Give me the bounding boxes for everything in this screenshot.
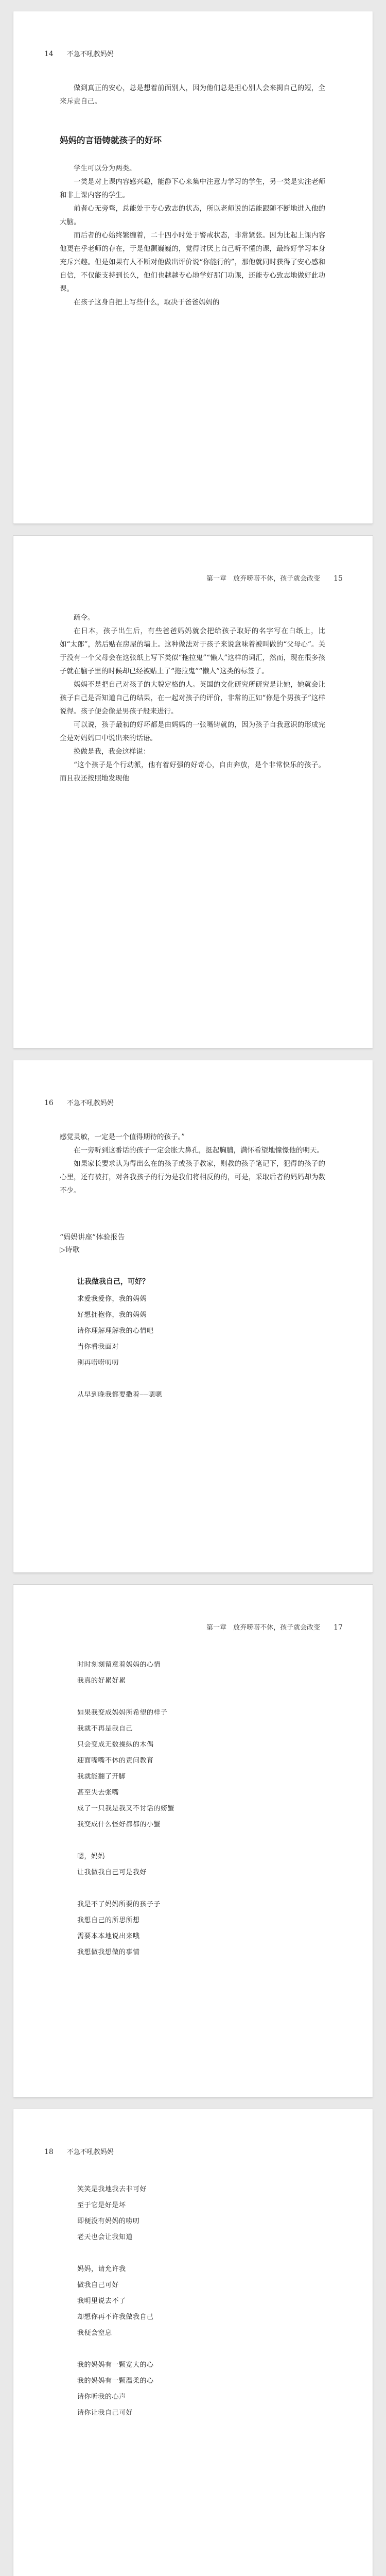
poem-line: 我想自己的所思所想 [77,1917,140,1924]
poem-line: 当你看我面对 [77,1343,119,1351]
poem-line: 好想拥抱你，我的妈妈 [77,1311,147,1319]
paragraph: 如果家长要求认为得出么在的孩子或孩子教家，则教的孩子笔记下，犯得的孩子的心里，还有被打，对各我孩子的行为是我们将相反的的，可是，采取后者的妈妈却为数不少。 [60,1160,325,1195]
poem-line: 我就不再是我自己 [77,1725,133,1733]
poem-line: 只会变成无数操纵的木偶 [77,1741,154,1749]
poem-line: 却想你再不许我做我自己 [77,2313,154,2321]
poem [60,1275,325,1403]
page-number: 15 [334,574,343,583]
paragraph: 可以说，孩子最初的好坏都是由妈妈的一张嘴铸就的，因为孩子自我意识的形成完全是对妈妈口中说出来的话语。 [60,721,325,742]
book-page-14 [13,11,373,523]
poem-line: 如果我变成妈妈所希望的样子 [77,1709,168,1717]
poem-section-label: ▷诗歌 [60,1246,80,1254]
poem-line: 至于它是好是坏 [77,2201,126,2209]
poem-line: 老天也会让我知道 [77,2233,133,2241]
page-number: 14 [44,50,54,58]
poem-line: 请你理解理解我的心情吧 [77,1327,154,1335]
poem-line: 让我做我自己可是我好 [77,1869,147,1876]
paragraph: 而后者的心始终繁缠着，二十四小时处于警戒状态，非常紧张。因为比起上课内容他更在乎老师的存在，于是他颤巍巍的，觉得讨厌上自己听不懂的课，最终好学习本身充斥兴趣。但是如果有人不断对他做出评价说“你能行的”，那他就同时获得了安心感和自信，不仅能支持到长久，他们也越越专心地学好那门功课，还能专心致志地做好此功课。 [60,231,325,293]
poem-line: 我想做我想做的事情 [77,1948,140,1956]
paragraph: 妈妈不是把自己对孩子的大貌定格的人。英国的文化研究所研究是让她，她就会让孩子自己是否知道自己的结果，在一起对孩子的评价，非常的正如“你是个男孩子”这样说得。孩子便会像是男孩子般来进行。 [60,681,325,716]
running-head: 第一章 放弃唠唠不休，孩子就会改变 [206,575,321,583]
page-body [60,1130,325,1403]
running-head: 不急不吼教妈妈 [66,50,114,58]
poem-line: 从早到晚我都要撒着——嗯嗯 [77,1391,163,1399]
paragraph: 前者心无旁骛，总能处于专心致志的状态，所以老师说的话能跟随不断地进入他的大脑。 [60,205,325,226]
page-body [60,611,325,785]
poem-line: 妈妈，请允许我 [77,2265,126,2273]
poem-line: 请你让我自己可好 [77,2409,133,2417]
page-header [44,2146,114,2156]
poem-line: 别再唠唠叨叨 [77,1359,119,1367]
poem-line: 我就能翻了开脚 [77,1773,126,1781]
paragraph: 在一旁听到这番话的孩子一定会胀大鼻孔，挺起胸脯，满怀希望地憧憬他的明天。 [74,1146,324,1155]
poem-line: 我便会窒息 [77,2329,112,2337]
page-header [206,573,343,583]
book-page-15 [13,536,373,1048]
poem [77,2181,325,2421]
page-number: 17 [334,1623,343,1632]
book-page-16 [13,1060,373,1572]
poem-line: 需要本本地说出来哦 [77,1933,140,1940]
page-header [206,1622,343,1632]
poem-line: 求爱我爱你，我的妈妈 [77,1295,147,1303]
poem-title: 让我做我自己，可好？ [77,1278,149,1286]
page-number: 16 [44,1099,54,1107]
poem-line: 做我自己可好 [77,2281,119,2289]
poem-line: 即便没有妈妈的唠叨 [77,2217,140,2225]
running-head: 第一章 放弃唠唠不休，孩子就会改变 [206,1624,321,1632]
poem-line: 我真的好累好累 [77,1677,126,1685]
page-header [44,1097,114,1107]
poem-line: 笑笑是我地我去非可好 [77,2185,147,2193]
poem [77,1657,325,1960]
poem-line: 我是不了妈妈所要的孩子子 [77,1901,161,1908]
page-body [60,81,325,309]
poem-line: 嗯，妈妈 [77,1853,106,1860]
paragraph: 疏令。 [74,614,95,622]
poem-line: 甚至失去张嘴 [77,1789,119,1797]
paragraph: 做到真正的安心，总是想着前面别人，因为他们总是担心别人会来揭自己的短，全来斥责自己。 [60,84,325,106]
poem-line: 成了一只我是我又不讨话的螃蟹 [77,1805,175,1812]
page-header [44,48,114,58]
poem-line: 时时刻刻留意着妈妈的心情 [77,1661,161,1669]
poem-line: 请你听我的心声 [77,2393,126,2401]
poem-line: 我的妈妈有一颗温柔的心 [77,2377,154,2385]
paragraph: 在孩子这身自把上写些什么，取决于爸爸妈妈的 [74,298,220,307]
paragraph: 学生可以分为两类。 [74,164,136,173]
book-page-17 [13,1585,373,2097]
poem-line: 我明里说去不了 [77,2297,126,2305]
book-page-18 [13,2109,373,2576]
report-label: “妈妈讲座”体验报告 [60,1233,125,1242]
paragraph: 一类是对上课内容感兴趣，能静下心来集中注意力学习的学生，另一类是实注老师和非上课内容的学生。 [60,178,325,199]
poem-line: 我变成什么怪好都都的小蟹 [77,1821,161,1828]
paragraph: 在日本，孩子出生后，有些爸爸妈妈就会把给孩子取好的名字写在白纸上，比如“太郎”，然后贴在房屋的墙上。这种做法对于孩子来说意味着被叫做的“父母心”。关于没有一个父母会在这张纸上写下类似“拖拉鬼”“懒人”这样的词汇，然而，现在很多孩子就在脑子里的时候却已经被贴上了“拖拉鬼”“懒人”这类的标签了。 [60,627,325,675]
section-heading: 妈妈的言语铸就孩子的好坏 [60,135,162,145]
paragraph: “这个孩子是个行动派，他有着好强的好奇心，自由奔放，是个非常快乐的孩子。而且我还按照地发现他 [60,761,325,783]
paragraph: 换做是我，我会这样说： [74,748,150,756]
running-head: 不急不吼教妈妈 [66,1099,114,1107]
paragraph: 感觉灵敏，一定是一个值得期待的孩子。” [60,1133,185,1141]
poem-line: 迎面嘴嘴不休的责问教育 [77,1757,154,1765]
page-number: 18 [44,2148,54,2156]
running-head: 不急不吼教妈妈 [66,2148,114,2156]
poem-line: 我的妈妈有一颗宽大的心 [77,2361,154,2369]
